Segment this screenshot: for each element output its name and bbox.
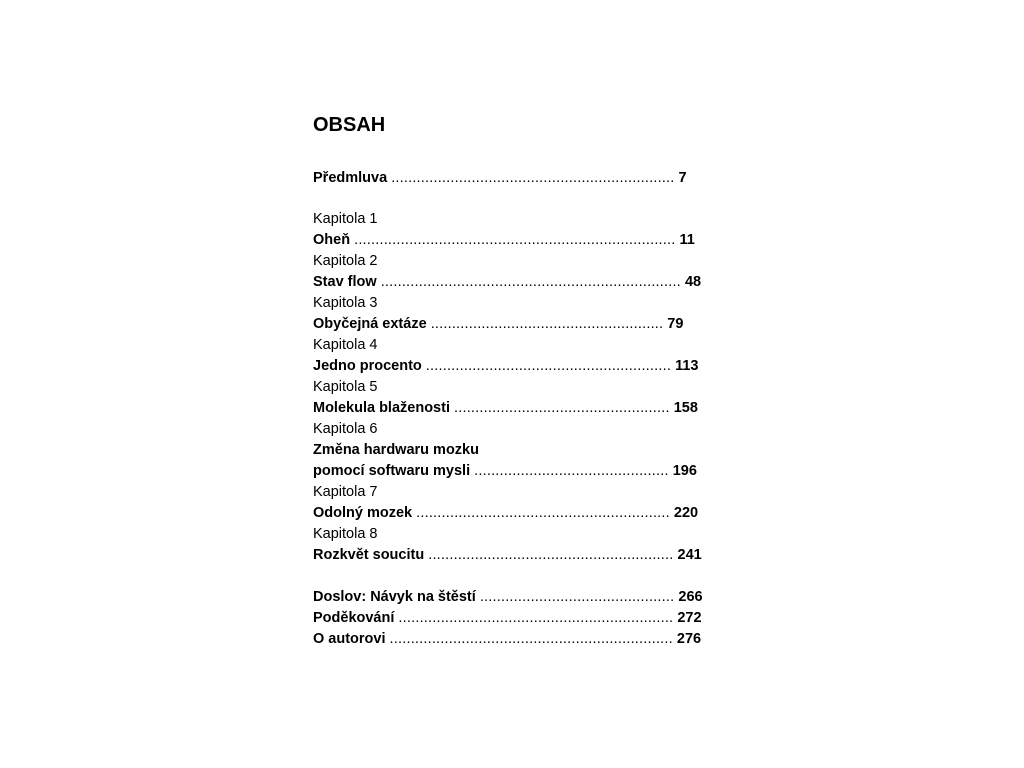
dot-leader: .............................................. (479, 589, 675, 605)
table-of-contents (313, 168, 733, 650)
entry-page: 48 (684, 274, 702, 290)
chapter-label: Kapitola 5 (313, 379, 378, 395)
toc-entry-ch6-line1 (313, 440, 733, 461)
toc-entry-ch5 (313, 398, 733, 419)
chapter-label: Kapitola 6 (313, 421, 378, 437)
toc-entry-ch4 (313, 356, 733, 377)
dot-leader: ................................................................... (389, 631, 673, 647)
toc-entry-thanks (313, 608, 733, 629)
toc-entry-author (313, 629, 733, 650)
dot-leader: ............................................................................ (354, 232, 676, 248)
entry-title: Odolný mozek (313, 505, 413, 521)
toc-entry-ch2 (313, 272, 733, 293)
dot-leader: ................................................................. (398, 610, 674, 626)
entry-title: Rozkvět soucitu (313, 547, 425, 563)
chapter-label: Kapitola 7 (313, 484, 378, 500)
toc-entry-ch6 (313, 461, 733, 482)
chapter-label: Kapitola 8 (313, 526, 378, 542)
spacer (313, 566, 733, 587)
chapter-label: Kapitola 2 (313, 253, 378, 269)
entry-title: Molekula blaženosti (313, 400, 450, 416)
dot-leader: ....................................................................... (380, 274, 681, 290)
dot-leader: ............................................................ (416, 505, 670, 521)
entry-title: Změna hardwaru mozku (313, 442, 479, 458)
entry-title: Poděkování (313, 610, 395, 626)
entry-title: Obyčejná extáze (313, 316, 427, 332)
toc-entry-ch7 (313, 503, 733, 524)
entry-page: 272 (677, 610, 702, 626)
dot-leader: ................................................... (454, 400, 670, 416)
dot-leader: ....................................................... (430, 316, 664, 332)
entry-page: 79 (667, 316, 684, 332)
toc-entry-preface (313, 168, 733, 189)
entry-title: O autorovi (313, 631, 386, 647)
entry-page: 7 (678, 170, 687, 186)
toc-entry-afterword (313, 587, 733, 608)
entry-page: 158 (673, 400, 698, 416)
entry-page: 113 (675, 358, 699, 374)
dot-leader: ................................................................... (391, 170, 675, 186)
chapter-label: Kapitola 1 (313, 211, 378, 227)
dot-leader: .......................................................... (428, 547, 674, 563)
page-title: OBSAH (313, 114, 386, 136)
entry-page: 266 (678, 589, 703, 605)
entry-title: Stav flow (313, 274, 377, 290)
dot-leader: .......................................................... (425, 358, 672, 374)
entry-title: Doslov: Návyk na štěstí (313, 589, 476, 605)
toc-page (313, 112, 733, 650)
toc-entry-ch8 (313, 545, 733, 566)
entry-title: Jedno procento (313, 358, 422, 374)
chapter-label: Kapitola 3 (313, 295, 378, 311)
chapter-label: Kapitola 4 (313, 337, 378, 353)
entry-title: Předmluva (313, 170, 388, 186)
toc-entry-ch3 (313, 314, 733, 335)
entry-title: pomocí softwaru mysli (313, 463, 471, 479)
toc-entry-ch1 (313, 230, 733, 251)
entry-page: 11 (679, 232, 695, 248)
dot-leader: .............................................. (474, 463, 669, 479)
entry-title: Oheň (313, 232, 351, 248)
entry-page: 220 (673, 505, 699, 521)
entry-page: 241 (677, 547, 702, 563)
entry-page: 196 (672, 463, 697, 479)
entry-page: 276 (676, 631, 702, 647)
spacer (313, 189, 733, 209)
